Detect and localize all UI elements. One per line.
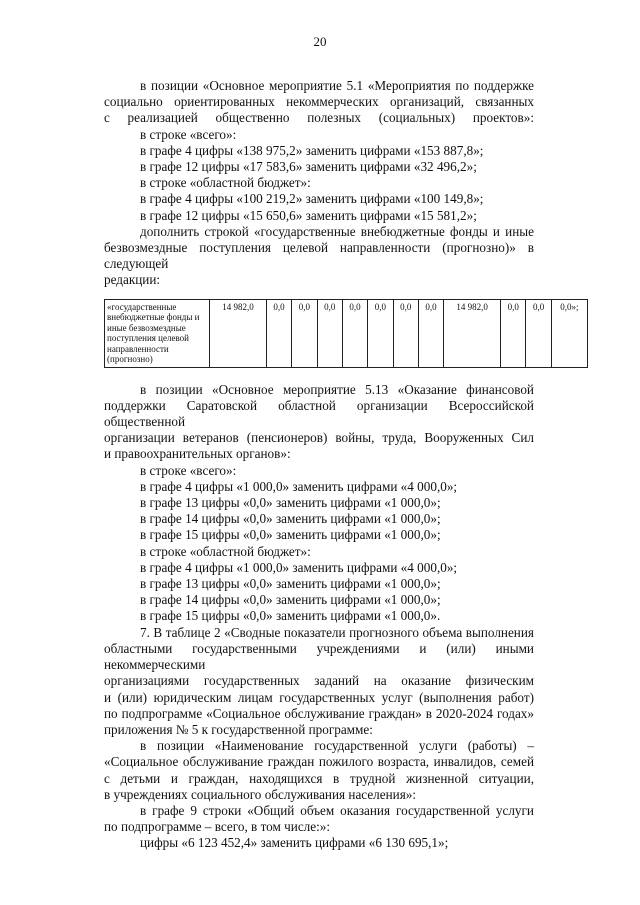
text-line: в графе 4 цифры «100 219,2» заменить цифрами «100 149,8»; (140, 191, 484, 207)
table-cell: 0,0 (418, 299, 443, 367)
table-cell: 0,0 (501, 299, 526, 367)
text-line: поддержки Саратовской областной организации Всероссийской общественной (104, 397, 534, 430)
text-line: в графе 4 цифры «1 000,0» заменить цифрами «4 000,0»; (140, 478, 458, 494)
text-line: «Социальное обслуживание граждан пожилого возраста, инвалидов, семей (104, 754, 534, 770)
text-line: в графе 12 цифры «17 583,6» заменить цифрами «32 496,2»; (140, 159, 477, 175)
text-line: по подпрограмме – всего, в том числе:»: (104, 819, 331, 835)
text-line: в графе 4 цифры «1 000,0» заменить цифрами «4 000,0»; (140, 559, 458, 575)
text-line: в позиции «Основное мероприятие 5.13 «Оказание финансовой (140, 381, 534, 397)
table-cell: 0,0 (526, 299, 551, 367)
table-row (105, 299, 588, 367)
table-cell: 0,0 (342, 299, 367, 367)
text-line: в графе 12 цифры «15 650,6» заменить цифрами «15 581,2»; (140, 207, 477, 223)
text-line: с реализацией общественно полезных (социальных) проектов»: (104, 110, 534, 126)
table-cell: 0,0 (368, 299, 393, 367)
table-cell: 0,0 (393, 299, 418, 367)
text-line: в строке «всего»: (140, 462, 237, 478)
text-line: и правоохранительных органов»: (104, 446, 291, 462)
text-line: в позиции «Наименование государственной услуги (работы) – (140, 738, 534, 754)
text-line: в графе 13 цифры «0,0» заменить цифрами «1 000,0»; (140, 576, 441, 592)
text-line: безвозмездные поступления целевой направленности (прогнозно)» в следующей (104, 240, 534, 272)
text-line: социально ориентированных некоммерческих организаций, связанных (104, 94, 534, 110)
text-line: в учреждениях социального обслуживания населения»: (104, 786, 417, 802)
text-line: в строке «всего»: (140, 126, 237, 142)
text-line: и (или) юридическим лицам государственных услуг (выполнения работ) (104, 689, 534, 705)
table-cell: 0,0 (292, 299, 317, 367)
text-line: областными государственными учреждениями и (или) иными некоммерческими (104, 640, 534, 673)
text-line: в графе 15 цифры «0,0» заменить цифрами «1 000,0»; (140, 527, 441, 543)
table-cell: 0,0 (317, 299, 342, 367)
text-line: приложения № 5 к государственной программе: (104, 721, 373, 737)
text-line: в графе 15 цифры «0,0» заменить цифрами «1 000,0». (140, 608, 441, 624)
text-line: дополнить строкой «государственные внебюджетные фонды и иные (140, 223, 534, 239)
text-line: в позиции «Основное мероприятие 5.1 «Мероприятия по поддержке (140, 78, 534, 93)
text-line: с детьми и граждан, находящихся в трудной жизненной ситуации, (104, 770, 534, 786)
text-line: организациями государственных заданий на оказание физическим (104, 673, 534, 689)
text-line: в графе 4 цифры «138 975,2» заменить цифрами «153 887,8»; (140, 142, 484, 158)
text-line: в строке «областной бюджет»: (140, 543, 311, 559)
text-line: организации ветеранов (пенсионеров) войны, труда, Вооруженных Сил (104, 430, 534, 446)
text-line: редакции: (104, 272, 161, 288)
text-line: в графе 13 цифры «0,0» заменить цифрами «1 000,0»; (140, 495, 441, 511)
document-body (104, 78, 579, 852)
text-line: 7. В таблице 2 «Сводные показатели прогнозного объема выполнения (140, 624, 534, 640)
text-line: в строке «областной бюджет»: (140, 175, 311, 191)
table-cell: 14 982,0 (210, 299, 267, 367)
table-cell-name: «государственные внебюджетные фонды и иные безвозмездные поступления целевой направленности (прогнозно) (105, 299, 210, 367)
text-line: в графе 14 цифры «0,0» заменить цифрами «1 000,0»; (140, 592, 441, 608)
page-number: 20 (313, 34, 327, 49)
text-line: по подпрограмме «Социальное обслуживание граждан» в 2020-2024 годах» (104, 705, 534, 721)
table-cell: 14 982,0 (444, 299, 501, 367)
table-cell: 0,0»; (551, 299, 587, 367)
text-line: в графе 14 цифры «0,0» заменить цифрами «1 000,0»; (140, 511, 441, 527)
text-line: цифры «6 123 452,4» заменить цифрами «6 130 695,1»; (140, 835, 449, 851)
table-cell: 0,0 (266, 299, 291, 367)
inserted-table-row (104, 299, 588, 368)
text-line: в графе 9 строки «Общий объем оказания государственной услуги (140, 802, 534, 818)
